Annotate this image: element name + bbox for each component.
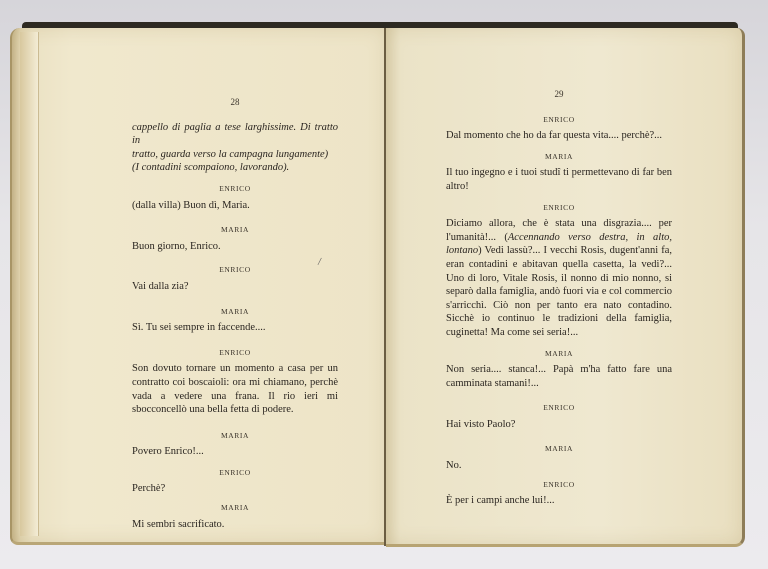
- speaker-name: MARIA: [544, 444, 573, 454]
- page-number: 29: [554, 89, 564, 99]
- speaker-name: ENRICO: [219, 183, 251, 193]
- dialogue-text: Diciamo allora, che è stata una disgrazia.... per l'umanità!... (: [446, 218, 672, 243]
- speaker-name: MARIA: [220, 306, 249, 316]
- speaker-name: ENRICO: [543, 479, 575, 489]
- open-book: [10, 22, 744, 546]
- dialogue-line: Povero Enrico!...: [132, 446, 204, 458]
- stage-direction: Accennando verso destra, in alto, lontano: [446, 231, 673, 257]
- stage-direction: tratto, guarda verso la campagna lungamente): [132, 148, 329, 160]
- speaker-name: MARIA: [544, 151, 573, 161]
- stage-direction: cappello di paglia a tese larghissime. Di tratto in: [132, 121, 338, 147]
- dialogue-line: Il tuo ingegno e i tuoi studî ti permettevano di far ben altro!: [446, 167, 672, 192]
- dialogue-line: Vai dalla zia?: [132, 280, 189, 292]
- dialogue-line: È per i campi anche lui!...: [446, 495, 555, 507]
- left-page: [10, 28, 386, 545]
- dialogue-line: (dalla villa) Buon dì, Maria.: [132, 199, 250, 211]
- speaker-name: MARIA: [220, 430, 249, 440]
- speaker-name: ENRICO: [543, 202, 575, 212]
- right-page-text: [446, 88, 672, 508]
- speaker-name: ENRICO: [219, 467, 251, 477]
- pencil-mark: /: [317, 255, 322, 269]
- left-page-text: [132, 96, 338, 531]
- right-page: [386, 28, 745, 547]
- speaker-name: ENRICO: [543, 114, 575, 124]
- speaker-name: ENRICO: [219, 347, 251, 357]
- dialogue-line: [446, 217, 672, 339]
- dialogue-line: Son dovuto tornare un momento a casa per un contratto coi boscaioli: ora mi chiamano, perchè vada a vedere una frana. Il rio ieri mi sbocconcellò una bella fetta di podere.: [132, 363, 338, 416]
- dialogue-line: Perchè?: [132, 483, 166, 495]
- stage-direction: (I contadini scompaiono, lavorando).: [132, 162, 290, 174]
- dialogue-line: Dal momento che ho da far questa vita.... perchè?...: [446, 130, 663, 142]
- speaker-name: MARIA: [544, 348, 573, 358]
- speaker-name: ENRICO: [219, 265, 251, 275]
- speaker-name: MARIA: [220, 503, 249, 513]
- page-number: 28: [230, 97, 240, 107]
- dialogue-line: Mi sembri sacrificato.: [132, 518, 225, 530]
- dialogue-line: No.: [446, 460, 462, 472]
- dialogue-line: Hai visto Paolo?: [446, 418, 516, 430]
- speaker-name: ENRICO: [543, 403, 575, 413]
- dialogue-line: Sì. Tu sei sempre in faccende....: [132, 322, 266, 334]
- dialogue-line: Buon giorno, Enrico.: [132, 240, 221, 252]
- dialogue-line: Non seria.... stanca!... Papà m'ha fatto fare una camminata stamani!...: [446, 364, 672, 389]
- speaker-name: MARIA: [220, 225, 249, 235]
- dialogue-text: ) Vedi lassù?... I vecchi Rosis, dugent'anni fa, eran contadini e abitavan quella casetta, la vedi?... Uno di loro, Vitale Rosis, il nonno di mio nonno, si separò dalla famiglia, andò fuori via e col commercio s'arricchì. Ciò non per tanto era nato contadino. Sicchè io continuo le tradizioni della famiglia, cuginetta! Ma come sei seria!...: [446, 245, 672, 338]
